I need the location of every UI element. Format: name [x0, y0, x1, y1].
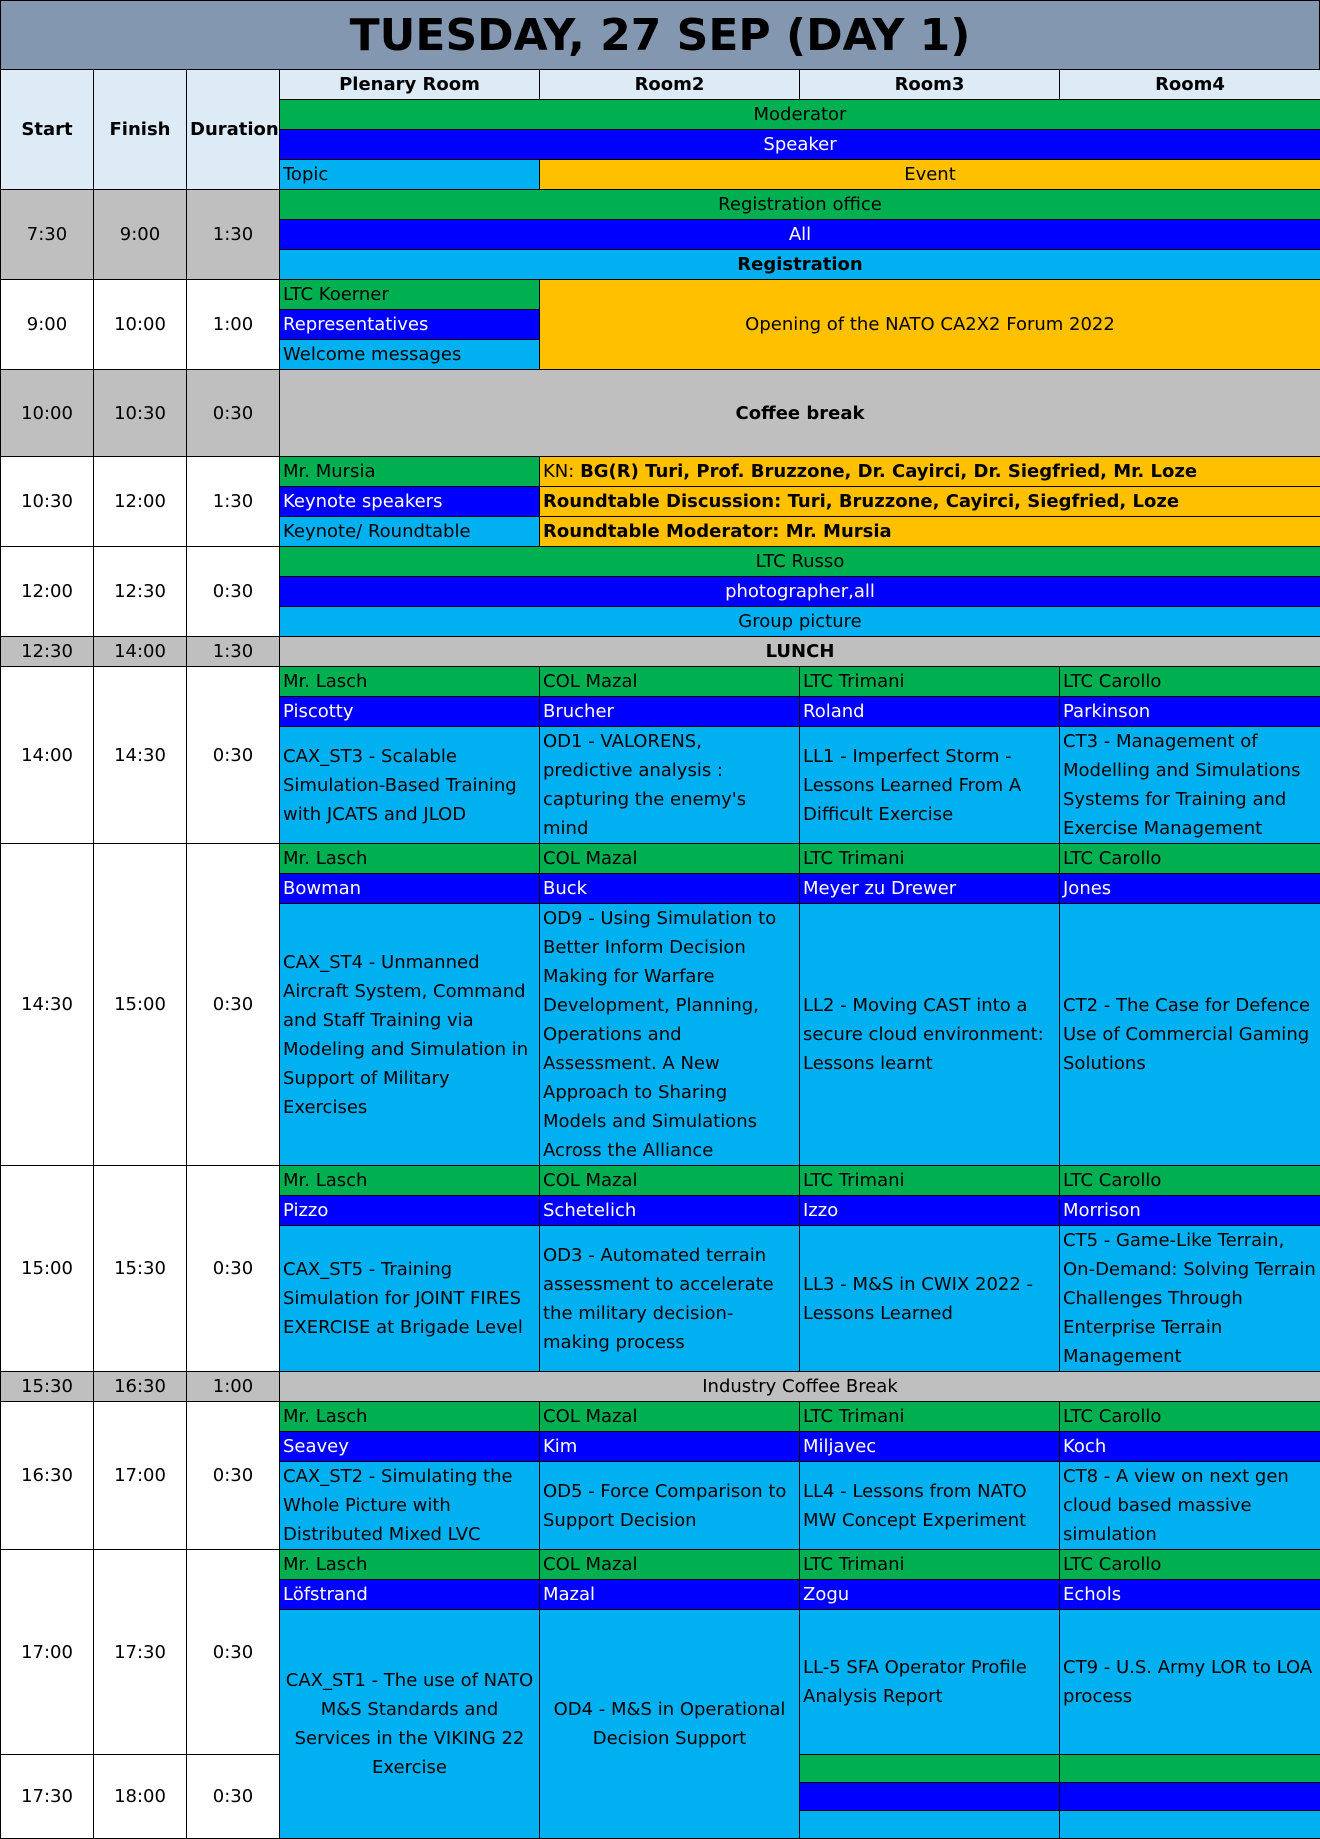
kn-names: BG(R) Turi, Prof. Bruzzone, Dr. Cayirci, Dr. Siegfried, Mr. Loze [580, 461, 1197, 482]
start-time: 14:30 [1, 844, 94, 1166]
moderator-cell: LTC Trimani [800, 1166, 1060, 1196]
header-room-4: Room4 [1060, 70, 1320, 100]
topic-cell: LL4 - Lessons from NATO MW Concept Experiment [800, 1462, 1060, 1550]
moderator-cell: LTC Carollo [1060, 844, 1320, 874]
duration: 1:00 [187, 280, 280, 370]
finish-time: 16:30 [94, 1372, 187, 1402]
finish-time: 9:00 [94, 190, 187, 280]
moderator-cell: COL Mazal [540, 1550, 800, 1580]
speaker-cell: Jones [1060, 874, 1320, 904]
page-title: TUESDAY, 27 SEP (DAY 1) [0, 0, 1320, 70]
empty-moderator-cell [800, 1755, 1060, 1783]
speaker-cell: photographer,all [280, 577, 1320, 607]
moderator-cell: Mr. Lasch [280, 1402, 540, 1432]
moderator-cell: Mr. Lasch [280, 1166, 540, 1196]
finish-time: 10:00 [94, 280, 187, 370]
legend-speaker: Speaker [280, 130, 1320, 160]
duration: 1:30 [187, 190, 280, 280]
topic-cell: CAX_ST3 - Scalable Simulation-Based Training with JCATS and JLOD [280, 727, 540, 844]
moderator-cell: LTC Trimani [800, 1402, 1060, 1432]
empty-topic-cell [800, 1811, 1060, 1839]
speaker-cell: Morrison [1060, 1196, 1320, 1226]
duration: 0:30 [187, 1755, 280, 1839]
finish-time: 10:30 [94, 370, 187, 457]
topic-cell: LL3 - M&S in CWIX 2022 - Lessons Learned [800, 1226, 1060, 1372]
header-room-2: Room2 [540, 70, 800, 100]
empty-moderator-cell [1060, 1755, 1320, 1783]
speaker-cell: Piscotty [280, 697, 540, 727]
moderator-cell: LTC Trimani [800, 1550, 1060, 1580]
legend-topic: Topic [280, 160, 540, 190]
finish-time: 14:30 [94, 667, 187, 844]
start-time: 10:00 [1, 370, 94, 457]
moderator-cell: COL Mazal [540, 1402, 800, 1432]
topic-cell: Welcome messages [280, 340, 540, 370]
start-time: 12:30 [1, 637, 94, 667]
moderator-cell: Mr. Lasch [280, 1550, 540, 1580]
moderator-cell: LTC Carollo [1060, 1166, 1320, 1196]
finish-time: 17:00 [94, 1402, 187, 1550]
roundtable-cell: Roundtable Discussion: Turi, Bruzzone, Cayirci, Siegfried, Loze [540, 487, 1320, 517]
speaker-cell: All [280, 220, 1320, 250]
finish-time: 15:00 [94, 844, 187, 1166]
topic-cell: OD3 - Automated terrain assessment to accelerate the military decision-making process [540, 1226, 800, 1372]
speaker-cell: Koch [1060, 1432, 1320, 1462]
finish-time: 17:30 [94, 1550, 187, 1755]
header-room-plenary: Plenary Room [280, 70, 540, 100]
keynote-speakers-cell [540, 457, 1320, 487]
speaker-cell: Bowman [280, 874, 540, 904]
moderator-cell: LTC Carollo [1060, 667, 1320, 697]
industry-coffee-break-cell: Industry Coffee Break [280, 1372, 1320, 1402]
moderator-cell: LTC Trimani [800, 667, 1060, 697]
duration: 1:30 [187, 637, 280, 667]
moderator-cell: LTC Trimani [800, 844, 1060, 874]
duration: 0:30 [187, 547, 280, 637]
speaker-cell: Kim [540, 1432, 800, 1462]
moderator-cell: Mr. Mursia [280, 457, 540, 487]
topic-cell: CAX_ST1 - The use of NATO M&S Standards and Services in the VIKING 22 Exercise [280, 1610, 540, 1839]
start-time: 17:00 [1, 1550, 94, 1755]
start-time: 12:00 [1, 547, 94, 637]
speaker-cell: Meyer zu Drewer [800, 874, 1060, 904]
finish-time: 14:00 [94, 637, 187, 667]
schedule-table [0, 69, 1320, 1839]
topic-cell: Keynote/ Roundtable [280, 517, 540, 547]
topic-cell: OD9 - Using Simulation to Better Inform Decision Making for Warfare Development, Planning, Operations and Assessment. A New Approach to Sharing Models and Simulations Across the Alliance [540, 904, 800, 1166]
duration: 0:30 [187, 1550, 280, 1755]
speaker-cell: Seavey [280, 1432, 540, 1462]
topic-cell: OD5 - Force Comparison to Support Decision [540, 1462, 800, 1550]
coffee-break-cell: Coffee break [280, 370, 1320, 457]
topic-cell: CAX_ST5 - Training Simulation for JOINT FIRES EXERCISE at Brigade Level [280, 1226, 540, 1372]
finish-time: 18:00 [94, 1755, 187, 1839]
topic-cell: LL2 - Moving CAST into a secure cloud environment: Lessons learnt [800, 904, 1060, 1166]
speaker-cell: Parkinson [1060, 697, 1320, 727]
moderator-cell: COL Mazal [540, 667, 800, 697]
start-time: 9:00 [1, 280, 94, 370]
topic-cell: CT2 - The Case for Defence Use of Commercial Gaming Solutions [1060, 904, 1320, 1166]
empty-speaker-cell [1060, 1783, 1320, 1811]
speaker-cell: Pizzo [280, 1196, 540, 1226]
topic-cell: OD1 - VALORENS, predictive analysis : capturing the enemy's mind [540, 727, 800, 844]
moderator-cell: Registration office [280, 190, 1320, 220]
duration: 0:30 [187, 370, 280, 457]
duration: 1:00 [187, 1372, 280, 1402]
topic-cell: CAX_ST4 - Unmanned Aircraft System, Command and Staff Training via Modeling and Simulation in Support of Military Exercises [280, 904, 540, 1166]
header-room-3: Room3 [800, 70, 1060, 100]
duration: 0:30 [187, 667, 280, 844]
topic-cell: CT8 - A view on next gen cloud based massive simulation [1060, 1462, 1320, 1550]
header-finish: Finish [94, 70, 187, 190]
speaker-cell: Buck [540, 874, 800, 904]
speaker-cell: Roland [800, 697, 1060, 727]
header-start: Start [1, 70, 94, 190]
legend-moderator: Moderator [280, 100, 1320, 130]
moderator-cell: Mr. Lasch [280, 667, 540, 697]
speaker-cell: Echols [1060, 1580, 1320, 1610]
duration: 0:30 [187, 1402, 280, 1550]
start-time: 10:30 [1, 457, 94, 547]
speaker-cell: Brucher [540, 697, 800, 727]
finish-time: 12:30 [94, 547, 187, 637]
finish-time: 15:30 [94, 1166, 187, 1372]
duration: 0:30 [187, 1166, 280, 1372]
kn-prefix: KN: [543, 461, 580, 482]
start-time: 15:30 [1, 1372, 94, 1402]
start-time: 17:30 [1, 1755, 94, 1839]
moderator-cell: LTC Russo [280, 547, 1320, 577]
start-time: 16:30 [1, 1402, 94, 1550]
moderator-cell: LTC Carollo [1060, 1402, 1320, 1432]
speaker-cell: Zogu [800, 1580, 1060, 1610]
speaker-cell: Miljavec [800, 1432, 1060, 1462]
empty-speaker-cell [800, 1783, 1060, 1811]
empty-topic-cell [1060, 1811, 1320, 1839]
topic-cell: CT9 - U.S. Army LOR to LOA process [1060, 1610, 1320, 1755]
duration: 0:30 [187, 844, 280, 1166]
speaker-cell: Schetelich [540, 1196, 800, 1226]
moderator-cell: LTC Carollo [1060, 1550, 1320, 1580]
legend-event: Event [540, 160, 1320, 190]
moderator-cell: LTC Koerner [280, 280, 540, 310]
start-time: 14:00 [1, 667, 94, 844]
topic-cell: CAX_ST2 - Simulating the Whole Picture with Distributed Mixed LVC [280, 1462, 540, 1550]
moderator-cell: COL Mazal [540, 844, 800, 874]
topic-cell: OD4 - M&S in Operational Decision Support [540, 1610, 800, 1839]
speaker-cell: Representatives [280, 310, 540, 340]
finish-time: 12:00 [94, 457, 187, 547]
topic-cell: CT3 - Management of Modelling and Simulations Systems for Training and Exercise Management [1060, 727, 1320, 844]
duration: 1:30 [187, 457, 280, 547]
topic-cell: Group picture [280, 607, 1320, 637]
topic-cell: LL1 - Imperfect Storm - Lessons Learned From A Difficult Exercise [800, 727, 1060, 844]
lunch-cell: LUNCH [280, 637, 1320, 667]
start-time: 15:00 [1, 1166, 94, 1372]
topic-cell: Registration [280, 250, 1320, 280]
header-duration: Duration [187, 70, 280, 190]
event-cell: Opening of the NATO CA2X2 Forum 2022 [540, 280, 1320, 370]
moderator-cell: Mr. Lasch [280, 844, 540, 874]
speaker-cell: Mazal [540, 1580, 800, 1610]
topic-cell: CT5 - Game-Like Terrain, On-Demand: Solving Terrain Challenges Through Enterprise Terrain Management [1060, 1226, 1320, 1372]
topic-cell: LL-5 SFA Operator Profile Analysis Report [800, 1610, 1060, 1755]
moderator-cell: COL Mazal [540, 1166, 800, 1196]
start-time: 7:30 [1, 190, 94, 280]
speaker-cell: Löfstrand [280, 1580, 540, 1610]
speaker-cell: Izzo [800, 1196, 1060, 1226]
roundtable-moderator-cell: Roundtable Moderator: Mr. Mursia [540, 517, 1320, 547]
speaker-cell: Keynote speakers [280, 487, 540, 517]
